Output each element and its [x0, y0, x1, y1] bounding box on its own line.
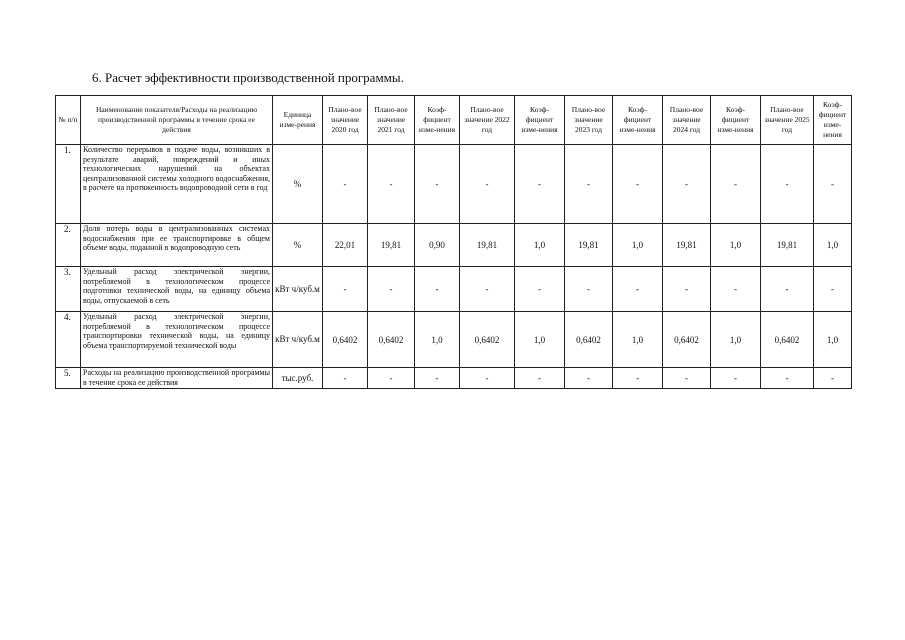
unit-cell: кВт ч/куб.м — [273, 267, 323, 312]
value-cell: - — [515, 368, 565, 389]
value-cell: - — [565, 267, 613, 312]
indicator-name: Расходы на реализацию производственной программы в течение срока ее действия — [81, 368, 273, 389]
value-cell: 1,0 — [711, 224, 761, 267]
value-cell: 1,0 — [711, 312, 761, 368]
value-cell: - — [515, 145, 565, 224]
section-heading: 6. Расчет эффективности производственной программы. — [92, 70, 404, 85]
value-cell: - — [761, 267, 814, 312]
value-cell: - — [814, 145, 852, 224]
value-cell: 1,0 — [613, 224, 663, 267]
unit-cell: тыс.руб. — [273, 368, 323, 389]
value-cell: 19,81 — [663, 224, 711, 267]
value-cell: - — [711, 368, 761, 389]
indicator-name: Удельный расход электрической энергии, потребляемой в технологическом процессе подготовки технической воды, на единицу объема воды, отпускаемой в сеть — [81, 267, 273, 312]
header-cell: Коэф-фициент изме-нения — [515, 96, 565, 145]
value-cell: - — [613, 145, 663, 224]
value-cell: - — [460, 145, 515, 224]
efficiency-table — [55, 95, 852, 389]
value-cell: 1,0 — [515, 224, 565, 267]
value-cell: - — [565, 368, 613, 389]
value-cell: 19,81 — [460, 224, 515, 267]
row-number: 4. — [56, 312, 81, 368]
header-cell: Плано-вое значение 2023 год — [565, 96, 613, 145]
header-cell: Плано-вое значение 2025 год — [761, 96, 814, 145]
value-cell: - — [663, 368, 711, 389]
value-cell: 0,6402 — [761, 312, 814, 368]
value-cell: - — [565, 145, 613, 224]
value-cell: 1,0 — [814, 312, 852, 368]
value-cell: - — [323, 267, 368, 312]
value-cell: - — [711, 145, 761, 224]
value-cell: 1,0 — [613, 312, 663, 368]
table-row — [56, 312, 852, 368]
header-cell: Плано-вое значение 2022 год — [460, 96, 515, 145]
header-cell: Коэф-фициент изме-нения — [814, 96, 852, 145]
unit-cell: кВт ч/куб.м — [273, 312, 323, 368]
value-cell: - — [711, 267, 761, 312]
value-cell: - — [460, 368, 515, 389]
value-cell: 19,81 — [565, 224, 613, 267]
value-cell: - — [814, 368, 852, 389]
table-row — [56, 368, 852, 389]
value-cell: - — [368, 368, 415, 389]
value-cell: - — [814, 267, 852, 312]
header-row — [56, 96, 852, 145]
value-cell: 1,0 — [415, 312, 460, 368]
header-cell: Единица изме-рения — [273, 96, 323, 145]
header-cell: Плано-вое значение 2024 год — [663, 96, 711, 145]
header-cell: Коэф-фициент изме-нения — [711, 96, 761, 145]
value-cell: - — [663, 145, 711, 224]
value-cell: - — [415, 368, 460, 389]
value-cell: - — [515, 267, 565, 312]
value-cell: - — [613, 267, 663, 312]
value-cell: 0,6402 — [565, 312, 613, 368]
value-cell: 0,6402 — [460, 312, 515, 368]
row-number: 5. — [56, 368, 81, 389]
header-cell: Плано-вое значение 2021 год — [368, 96, 415, 145]
value-cell: 19,81 — [761, 224, 814, 267]
table-row — [56, 145, 852, 224]
indicator-name: Количество перерывов в подаче воды, возникших в результате аварий, повреждений и иных технологических нарушений на объектах централизованной системы холодного водоснабжения, в расчете на протяженность водопроводной сети в год — [81, 145, 273, 224]
value-cell: - — [613, 368, 663, 389]
header-cell: Коэф-фициент изме-нения — [415, 96, 460, 145]
value-cell: - — [415, 145, 460, 224]
value-cell: 0,90 — [415, 224, 460, 267]
row-number: 2. — [56, 224, 81, 267]
value-cell: - — [460, 267, 515, 312]
unit-cell: % — [273, 224, 323, 267]
row-number: 1. — [56, 145, 81, 224]
value-cell: 0,6402 — [368, 312, 415, 368]
value-cell: 19,81 — [368, 224, 415, 267]
value-cell: - — [368, 267, 415, 312]
value-cell: - — [323, 368, 368, 389]
value-cell: - — [323, 145, 368, 224]
value-cell: 0,6402 — [663, 312, 711, 368]
indicator-name: Удельный расход электрической энергии, потребляемой в технологическом процессе транспортировки технической воды, на единицу объема транспортируемой технической воды — [81, 312, 273, 368]
value-cell: - — [663, 267, 711, 312]
header-cell: Коэф-фициент изме-нения — [613, 96, 663, 145]
table-row — [56, 267, 852, 312]
header-cell: Наименование показателя/Расходы на реализацию производственной программы в течение срока ее действия — [81, 96, 273, 145]
value-cell: 0,6402 — [323, 312, 368, 368]
header-cell: Плано-вое значение 2020 год — [323, 96, 368, 145]
header-cell: № п/п — [56, 96, 81, 145]
row-number: 3. — [56, 267, 81, 312]
value-cell: 1,0 — [814, 224, 852, 267]
value-cell: 1,0 — [515, 312, 565, 368]
value-cell: - — [415, 267, 460, 312]
unit-cell: % — [273, 145, 323, 224]
table-row — [56, 224, 852, 267]
value-cell: - — [761, 368, 814, 389]
value-cell: - — [761, 145, 814, 224]
indicator-name: Доля потерь воды в централизованных системах водоснабжения при ее транспортировке в общем объеме воды, поданной в водопроводную сеть — [81, 224, 273, 267]
value-cell: 22,01 — [323, 224, 368, 267]
value-cell: - — [368, 145, 415, 224]
